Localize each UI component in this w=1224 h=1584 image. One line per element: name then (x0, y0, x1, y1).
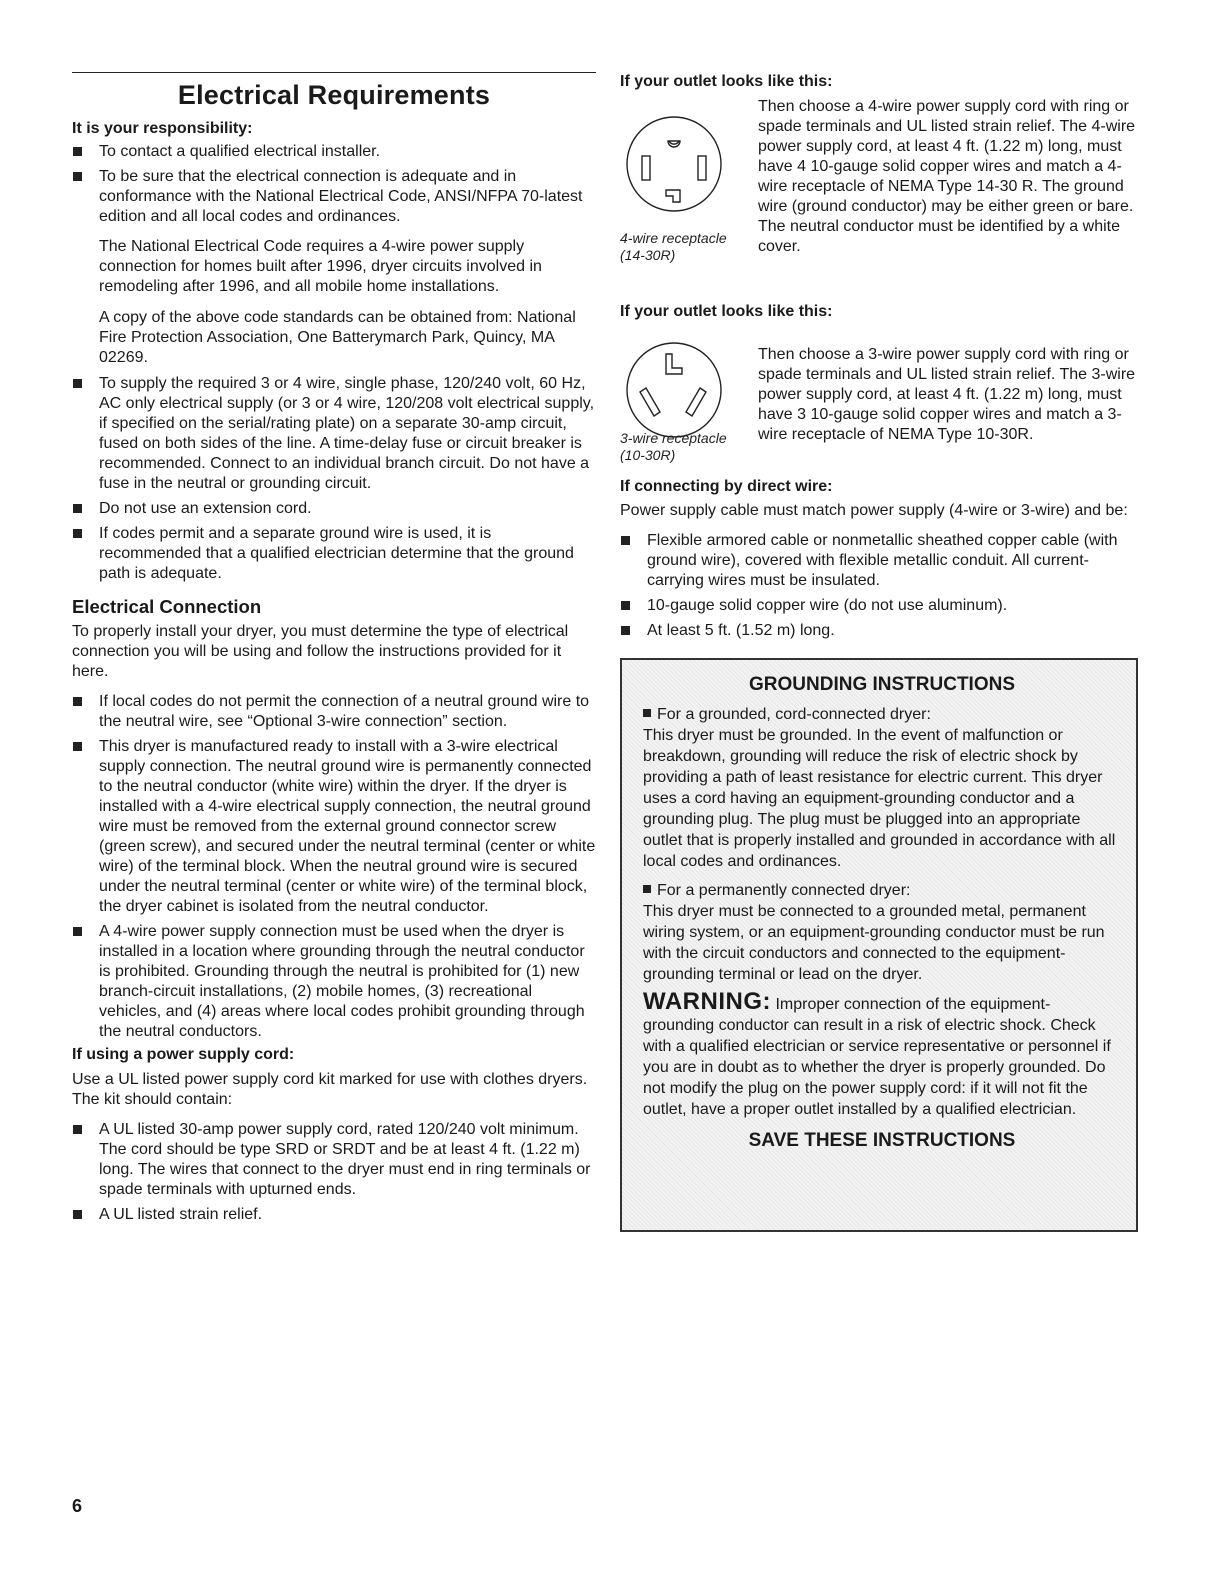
connection-list (72, 692, 596, 1042)
nec-paragraph: The National Electrical Code requires a 4-wire power supply connection for homes built after 1996, dryer circuits involved in remodeling after 1996, and all mobile home installations. (99, 238, 542, 295)
right-column (620, 72, 1140, 641)
list-item: Do not use an extension cord. (72, 499, 596, 519)
list-item: A UL listed 30-amp power supply cord, rated 120/240 volt minimum. The cord should be type SRD or SRDT and be at least 4 ft. (1.22 m) long. The wires that connect to the dryer must end in ring terminals or spade terminals with upturned ends. (72, 1120, 596, 1200)
list-item: To be sure that the electrical connection is adequate and in conformance with the National Electrical Code, ANSI/NFPA 70-latest edition and all local codes and ordinances. (72, 167, 596, 227)
grounding-instructions-box (620, 658, 1138, 1232)
responsibility-list (72, 142, 596, 227)
receptacle-4wire-code: (14-30R) (620, 247, 676, 263)
left-column (72, 72, 596, 1225)
list-item: To supply the required 3 or 4 wire, single phase, 120/240 volt, 60 Hz, AC only electrical supply (or 3 or 4 wire, 120/208 volt electrical supply, if specified on the serial/rating plate) on a separate 30-amp circuit, fused on both sides of the line. A time-delay fuse or circuit breaker is recommended. Connect to an individual branch circuit. Do not have a fuse in the neutral or grounding circuit. (72, 374, 596, 494)
top-rule (72, 72, 596, 73)
list-item: At least 5 ft. (1.52 m) long. (620, 621, 1140, 641)
receptacle-4wire-icon (620, 108, 732, 220)
cord-connected-lead: For a grounded, cord-connected dryer: (643, 704, 1121, 725)
page-title: Electrical Requirements (177, 80, 491, 110)
responsibility-heading: It is your responsibility: (72, 120, 253, 137)
supply-list (72, 374, 596, 584)
bullet-square (643, 885, 651, 893)
page-number: 6 (72, 1496, 83, 1516)
list-item: This dryer is manufactured ready to install with a 3-wire electrical supply connection. The neutral ground wire is permanently connected to the neutral conductor (white wire) within the dryer. If the dryer is installed with a 4-wire electrical supply connection, the neutral ground wire must be removed from the external ground connector screw (green screw), and secured under the neutral terminal (center or white wire) of the terminal block. When the neutral ground wire is secured under the neutral terminal (center or white wire) of the terminal block, the dryer cabinet is isolated from the neutral conductor. (72, 737, 596, 917)
warning-paragraph (643, 988, 1121, 1120)
outlet-4wire-section (620, 92, 1140, 292)
save-instructions: SAVE THESE INSTRUCTIONS (748, 1130, 1016, 1151)
outlet-3wire-heading: If your outlet looks like this: (620, 303, 833, 320)
list-item: If local codes do not permit the connection of a neutral ground wire to the neutral wire, see “Optional 3-wire connection” section. (72, 692, 596, 732)
list-item: 10-gauge solid copper wire (do not use aluminum). (620, 596, 1140, 616)
permanent-lead: For a permanently connected dryer: (643, 880, 1121, 901)
outlet-3wire-text: Then choose a 3-wire power supply cord with ring or spade terminals and UL listed strain relief. The 3-wire power supply cord, at least 4 ft. (1.22 m) long, must have 3 10-gauge solid copper wires and match a 3-wire receptacle of NEMA Type 10-30R. (758, 346, 1136, 443)
power-cord-heading: If using a power supply cord: (72, 1046, 295, 1063)
list-item: A 4-wire power supply connection must be used when the dryer is installed in a location where grounding through the neutral conductor is prohibited. Grounding through the neutral is prohibited for (1) new branch-circuit installations, (2) mobile homes, (3) recreational vehicles, and (4) areas where local codes prohibit grounding through the neutral conductors. (72, 922, 596, 1042)
power-cord-paragraph: Use a UL listed power supply cord kit marked for use with clothes dryers. The kit should contain: (72, 1071, 588, 1108)
connection-paragraph: To properly install your dryer, you must determine the type of electrical connection you will be using and follow the instructions provided for it here. (72, 623, 569, 680)
receptacle-3wire-caption: 3-wire receptacle (620, 430, 727, 446)
power-cord-list (72, 1120, 596, 1225)
direct-wire-list (620, 531, 1140, 641)
permanent-text: This dryer must be connected to a grounded metal, permanent wiring system, or an equipment-grounding conductor must be run with the circuit conductors and connected to the equipment-grounding terminal or lead on the dryer. (643, 903, 1105, 983)
copy-paragraph: A copy of the above code standards can be obtained from: National Fire Protection Association, One Batterymarch Park, Quincy, MA 02269. (99, 309, 576, 366)
list-item: To contact a qualified electrical installer. (72, 142, 596, 162)
list-item: If codes permit and a separate ground wire is used, it is recommended that a qualified electrician determine that the ground path is adequate. (72, 524, 596, 584)
warning-label: WARNING: (643, 988, 771, 1015)
electrical-connection-heading: Electrical Connection (72, 596, 262, 617)
outlet-4wire-text: Then choose a 4-wire power supply cord with ring or spade terminals and UL listed strain relief. The 4-wire power supply cord, at least 4 ft. (1.22 m) long, must have 4 10-gauge solid copper wires and match a 4-wire receptacle of NEMA Type 14-30 R. The ground wire (ground conductor) may be either green or bare. The neutral conductor must be identified by a white cover. (758, 98, 1136, 255)
outlet-4wire-heading: If your outlet looks like this: (620, 73, 833, 90)
bullet-square (643, 709, 651, 717)
outlet-3wire-section (620, 322, 1140, 472)
list-item: Flexible armored cable or nonmetallic sheathed copper cable (with ground wire), covered with flexible metallic conduit. All current-carrying wires must be insulated. (620, 531, 1140, 591)
list-item: A UL listed strain relief. (72, 1205, 596, 1225)
cord-connected-text: This dryer must be grounded. In the event of malfunction or breakdown, grounding will reduce the risk of electric shock by providing a path of least resistance for electric current. This dryer uses a cord having an equipment-grounding conductor and a grounding plug. The plug must be plugged into an appropriate outlet that is properly installed and grounded in accordance with all local codes and ordinances. (643, 727, 1116, 870)
direct-wire-paragraph: Power supply cable must match power supply (4-wire or 3-wire) and be: (620, 502, 1128, 519)
warning-text: Improper connection of the equipment-grounding conductor can result in a risk of electric shock. Check with a qualified electrician or service representative or personnel if you are in doubt as to whether the dryer is properly grounded. Do not modify the plug on the power supply cord: if it will not fit the outlet, have a proper outlet installed by a qualified electrician. (643, 996, 1111, 1118)
receptacle-4wire-caption: 4-wire receptacle (620, 230, 727, 246)
grounding-title: GROUNDING INSTRUCTIONS (749, 674, 1015, 695)
receptacle-3wire-code: (10-30R) (620, 447, 676, 463)
direct-wire-heading: If connecting by direct wire: (620, 478, 833, 495)
